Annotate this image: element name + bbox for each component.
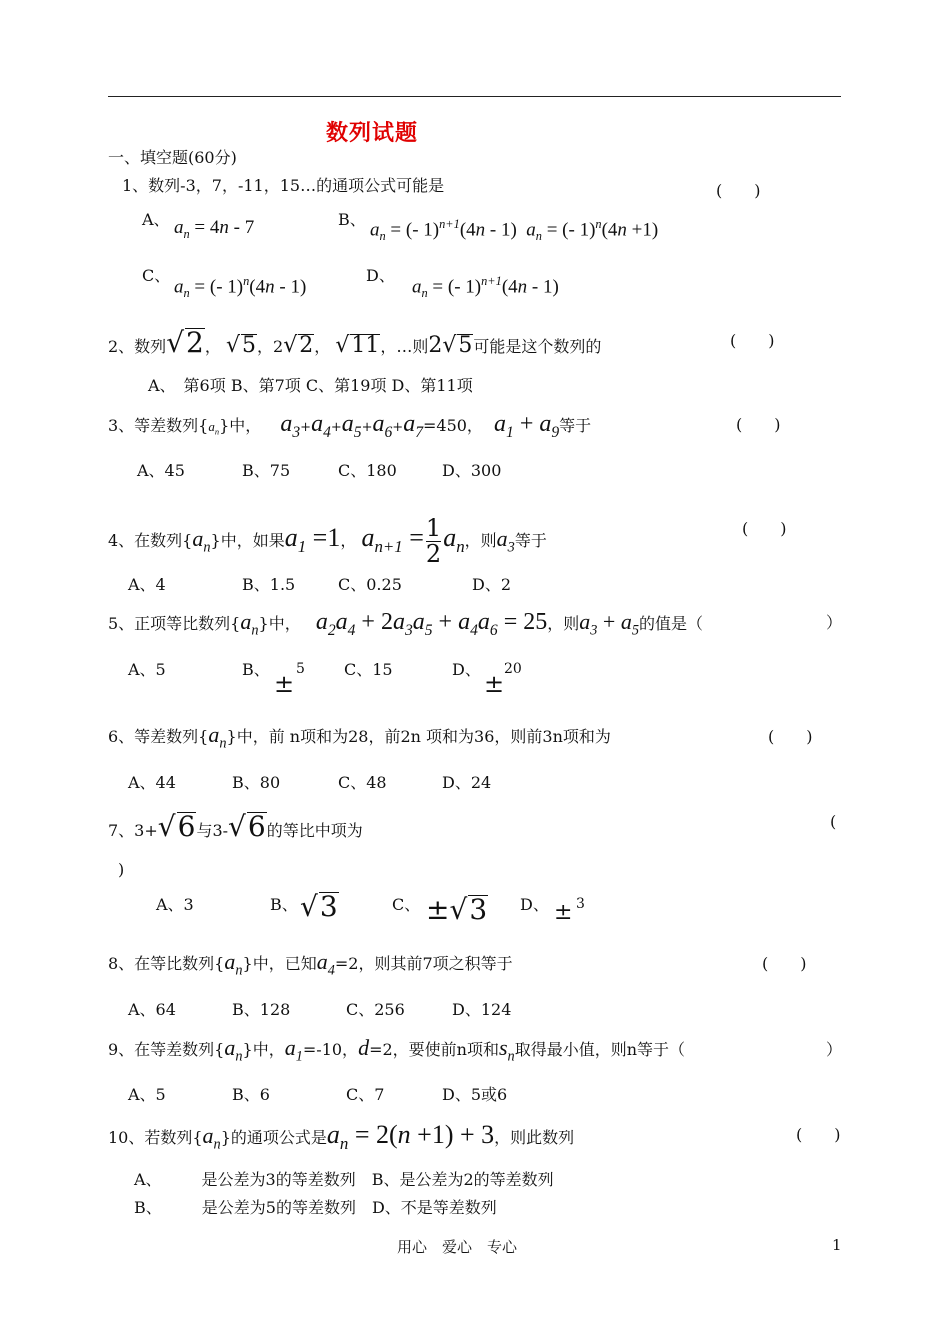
q6-answer-paren: ( ) [768,727,813,746]
q3-text-eq: =450， [422,416,483,435]
q8-option-a: A、64 [128,1000,176,1019]
q3-option-d: D、300 [442,461,502,480]
q1-option-c-formula: $a_n$ = (- 1)$^n$(4n - 1) [174,274,307,301]
q5-text-d: 的值是（ [638,614,703,633]
page-footer: 用心 爱心 专心 [397,1238,518,1256]
q2-text-e: ，…则 [380,337,429,356]
q7-option-d-label: D、 [520,895,549,914]
q1-answer-paren: ( ) [716,181,761,200]
q3-answer-paren: ( ) [736,415,781,434]
q6-text-b: }中，前 n项和为28，前2n 项和为36，则前3n项和为 [226,727,611,746]
q4-text-c: ，则 [464,531,497,551]
q5-option-d-label: D、 [452,660,481,679]
q5-option-a: A、5 [128,660,166,679]
q6-option-b: B、80 [232,773,281,792]
q2-text-f: 可能是这个数列的 [473,337,602,356]
q9-text-a: 9、在等差数列{ [108,1040,225,1059]
q7-text-b: 与3- [196,821,229,840]
q7-option-d-value: 3 [576,896,585,912]
q7-text-c: 的等比中项为 [266,821,363,840]
q2-sqrt5: √5 [225,333,256,358]
q10-text-b: }的通项公式是 [220,1128,327,1147]
q6-stem: 6、等差数列$\{a_n\}$中，前 n项和为28，前2n 项和为36，则前3n项和为 [108,722,611,752]
q9-text-c: =-10， [302,1040,359,1059]
q2-options: A、 第6项 B、第7项 C、第19项 D、第11项 [148,376,473,395]
q2-sqrt5b: √5 [442,333,473,358]
q8-option-d: D、124 [452,1000,512,1019]
q6-option-c: C、48 [338,773,387,792]
q9-stem: 9、在等差数列$\{a_n\}$中，$a_1=-10$，d=2，要使前n项和$s_n$取得最小值，则n等于（ [108,1035,685,1065]
q5-text-b: }中， [258,614,301,633]
q4-option-c: C、0.25 [338,575,402,594]
q10-answer-paren: ( ) [796,1125,841,1144]
q2-sqrt2: √2 [166,326,204,359]
q7-option-a: A、3 [156,895,194,914]
q2-sqrt2b: √2 [283,333,314,358]
q10-text-a: 10、若数列{ [108,1128,203,1147]
q5-text-c: ，则 [547,614,580,633]
header-rule [108,96,841,97]
q9-option-d: D、5或6 [442,1085,508,1104]
q7-option-c-value: ±√3 [426,893,488,926]
q7-plus-minus-icon: ± [554,900,573,925]
q4-text-a: 4、在数列{ [108,531,193,551]
q5-option-b-value: 5 [296,661,305,677]
page-number: 1 [832,1236,842,1254]
q4-option-d: D、2 [472,575,512,594]
q7-paren-close: ) [118,860,125,879]
q8-option-c: C、256 [346,1000,405,1019]
q5-plus-minus-icon-2: ± [484,670,505,698]
q1-option-c-label: C、 [142,266,171,285]
q9-option-c: C、7 [346,1085,385,1104]
q2-text-b: ， [204,337,221,356]
q3-option-b: B、75 [242,461,291,480]
q5-answer-paren: ） [826,613,843,632]
q1-option-a-label: A、 [142,210,170,229]
q1-option-b-formula: $a_n$ = (- 1)$^{n+1}$(4n - 1) $a_n$ = (- 1)$^n$(4n +1) [370,217,659,244]
q2-sqrt11: √11 [335,333,380,358]
q9-text-b: }中， [242,1040,285,1059]
q8-text-a: 8、在等比数列{ [108,954,225,973]
q4-option-a: A、4 [128,575,166,594]
q10-text-c: ，则此数列 [494,1128,575,1147]
q3-text-tail: 等于 [559,416,592,435]
q7-sqrt6: √6 [157,810,196,843]
page-title: 数列试题 [326,121,419,146]
q4-text-b: }中，如果 [210,531,285,551]
q6-option-a: A、44 [128,773,176,792]
q2-text-a: 2、数列 [108,337,167,356]
q10-stem: 10、若数列$\{a_n\}$的通项公式是$a_n = 2(n +1) + 3$，则此数列 [108,1120,575,1154]
q5-text-a: 5、正项等比数列{ [108,614,241,633]
q9-option-b: B、6 [232,1085,270,1104]
q6-option-d: D、24 [442,773,492,792]
q1-option-d-label: D、 [366,266,395,285]
q5-option-d-value: 20 [504,661,522,677]
q7-paren-open: ( [830,812,837,831]
q2-text-c: ，2 [257,337,284,356]
q7-stem [108,812,363,841]
q3-text-a: 3、等差数列{ [108,416,209,435]
q2-text-d: ， [314,337,331,356]
q8-stem: 8、在等比数列$\{a_n\}$中，已知$a_4=2$，则其前7项之积等于 [108,949,513,979]
q5-stem: 5、正项等比数列$\{a_n\}$中， $a_2a_4 + 2a_3a_5 + a_4a_6 = 25$，则$a_3 + a_5$的值是（ [108,609,703,639]
q7-option-b-sqrt3: √3 [300,890,338,923]
q5-option-b-label: B、 [242,660,270,679]
q3-text-b: }中， [219,416,262,435]
q4-option-b: B、1.5 [242,575,296,594]
q4-text-d: 等于 [514,531,547,551]
q1-option-a-formula: $a_n = 4n - 7$ [174,217,255,241]
section-heading: 一、填空题(60分) [108,148,237,167]
q9-text-d: =2，要使前n项和 [369,1040,499,1059]
q9-answer-paren: ） [826,1040,843,1059]
q8-text-b: }中，已知 [242,954,317,973]
q8-answer-paren: ( ) [762,954,807,973]
q7-option-c-label: C、 [392,895,421,914]
q10-options-row-2: B、 是公差为5的等差数列 D、不是等差数列 [134,1198,497,1217]
q8-option-b: B、128 [232,1000,291,1019]
q3-option-c: C、180 [338,461,397,480]
q7-text-a: 7、3+ [108,821,158,840]
q6-text-a: 6、等差数列{ [108,727,209,746]
q8-text-c: =2，则其前7项之积等于 [334,954,513,973]
q5-option-c: C、15 [344,660,393,679]
q1-option-d-formula: $a_n$ = (- 1)$^{n+1}$(4n - 1) [412,274,559,301]
q2-stem: 2、数列√2， √5，2√2， √11，…则2√5可能是这个数列的 [108,326,602,359]
q4-answer-paren: ( ) [742,519,787,538]
q2-answer-paren: ( ) [730,331,775,350]
q9-text-e: 取得最小值，则n等于（ [514,1040,685,1059]
q3-stem: 3、等差数列$\{a_n\}$中， $a_3+a_4+a_5+a_6+a_7=450$， $a_1 + a_9$等于 [108,411,592,441]
q10-options-row-1: A、 是公差为3的等差数列 B、是公差为2的等差数列 [134,1170,554,1189]
q1-option-b-label: B、 [338,210,366,229]
q5-plus-minus-icon: ± [274,670,295,698]
q7-sqrt6b: √6 [228,810,266,843]
q9-option-a: A、5 [128,1085,166,1104]
q3-option-a: A、45 [137,461,185,480]
q4-stem: 4、在数列$\{a_n\}$中，如果$a_1 =1$， $a_{n+1}$ = $\frac{1}{2}$ $a_n$，则$a_3$等于 [108,514,547,569]
q1-stem: 1、数列-3，7，-11，15…的通项公式可能是 [122,176,445,195]
q7-option-b-label: B、 [270,895,298,914]
